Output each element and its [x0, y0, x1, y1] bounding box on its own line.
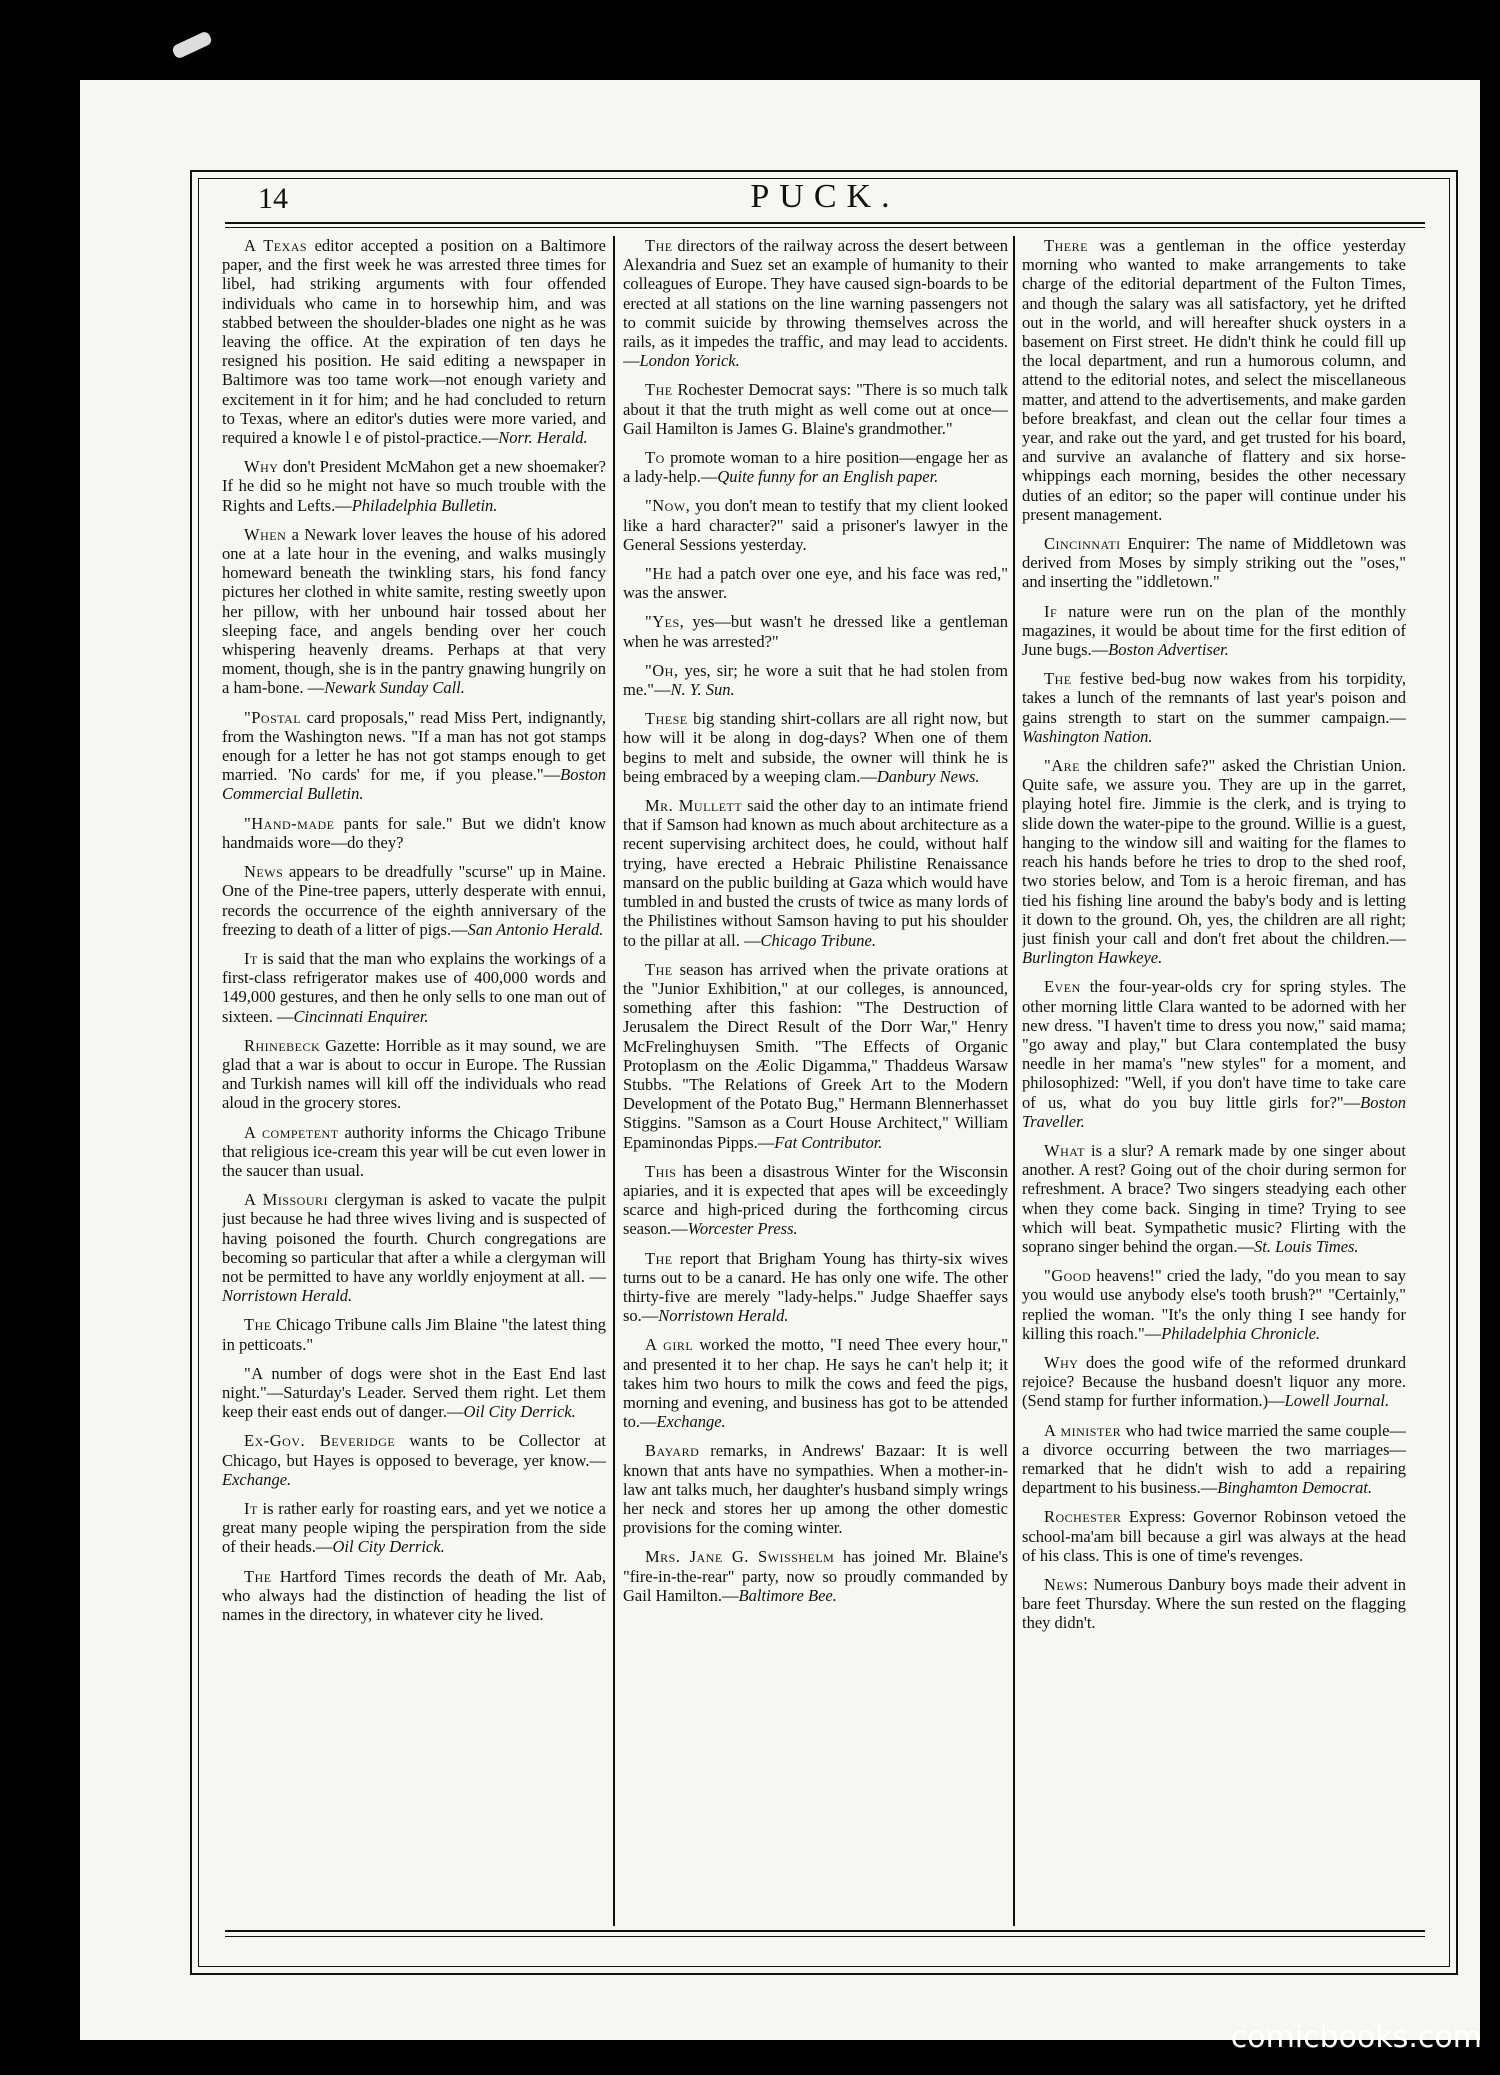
- paragraph-source: Newark Sunday Call.: [324, 678, 465, 698]
- paragraph-source: Norr. Herald.: [498, 428, 588, 448]
- paragraph-body: had a patch over one eye, and his face was red," was the answer.: [623, 564, 1008, 603]
- article-paragraph: [222, 1567, 606, 1625]
- paragraph-source: N. Y. Sun.: [670, 680, 735, 700]
- article-paragraph: [623, 709, 1008, 786]
- paragraph-body: directors of the railway across the desert between Alexandria and Suez set an example of humanity to their colleagues of Europe. They have caused sign-boards to be erected at all stations on the line warning passengers not to commit suicide by throwing themselves across the rails, as it impedes the traffic, and may lead to accidents.—: [623, 236, 1008, 371]
- paragraph-body: you don't mean to testify that my client looked like a hard character?" said a prisoner's lawyer in the General Sessions yesterday.: [623, 496, 1008, 554]
- article-paragraph: [222, 1431, 606, 1489]
- article-paragraph: [1022, 1266, 1406, 1343]
- paragraph-body: the four-year-olds cry for spring styles. The other morning little Clara wanted to be adorned with her new dress. "I haven't time to dress you now," said mama; "go away and play," but Clara contemplated the busy needle in her mama's "new styles" for a moment, and philosophized: "Well, if you don't have time to take care of us, what do you buy little girls for?"—: [1022, 977, 1406, 1112]
- page-number: 14: [258, 182, 288, 215]
- paragraph-source: Chicago Tribune.: [760, 930, 876, 950]
- article-paragraph: [1022, 602, 1406, 660]
- paragraph-lead: "Are: [1044, 756, 1080, 776]
- article-paragraph: [1022, 1141, 1406, 1256]
- paragraph-lead: If: [1044, 601, 1058, 621]
- article-paragraph: [1022, 1353, 1406, 1411]
- paragraph-source: Exchange.: [656, 1412, 726, 1432]
- paragraph-body: card proposals," read Miss Pert, indignantly, from the Washington news. "If a man has not got stamps enough for a letter he has not got stamps enough to get married. 'No cards' for me, if you please."—: [222, 707, 606, 785]
- paragraph-lead: Why: [244, 457, 279, 477]
- article-paragraph: [1022, 236, 1406, 524]
- column-1: [222, 236, 606, 1926]
- paragraph-body: does the good wife of the reformed drunkard rejoice? Because the husband doesn't liquor any more. (Send stamp for further information.)—: [1022, 1352, 1406, 1411]
- article-paragraph: [222, 862, 606, 939]
- paragraph-body: big standing shirt-collars are all right now, but how will it be along in dog-days? When one of them begins to melt and subside, the owner will think he is being embraced by a weeping clam.—: [623, 709, 1008, 786]
- paragraph-body: promote woman to a hire position—engage her as a lady-help.—: [623, 448, 1008, 487]
- paragraph-source: Binghamton Democrat.: [1217, 1478, 1373, 1498]
- paragraph-source: Quite funny for an English paper.: [717, 467, 939, 487]
- article-paragraph: [1022, 669, 1406, 746]
- paragraph-source: Norristown Herald.: [658, 1306, 789, 1326]
- paragraph-body: is rather early for roasting ears, and yet we notice a great many people wiping the perspiration from the side of their heads.—: [222, 1498, 606, 1557]
- paragraph-lead: The: [244, 1566, 272, 1586]
- paragraph-source: Cincinnati Enquirer.: [293, 1006, 429, 1026]
- paragraph-source: Philadelphia Chronicle.: [1161, 1323, 1321, 1343]
- paragraph-body: Rochester Democrat says: "There is so much talk about it that the truth might as well come out at once—Gail Hamilton is James G. Blaine's grandmother.": [623, 380, 1008, 438]
- paragraph-lead: "A: [244, 1363, 264, 1383]
- paragraph-source: Boston Traveller.: [1022, 1092, 1406, 1131]
- article-paragraph: [222, 1190, 606, 1305]
- article-paragraph: [623, 448, 1008, 486]
- article-paragraph: [623, 796, 1008, 950]
- paragraph-source: London Yorick.: [639, 351, 740, 371]
- paragraph-lead: These: [645, 709, 688, 729]
- paragraph-body: don't President McMahon get a new shoemaker? If he did so he might not have so much trouble with the Rights and Lefts.—: [222, 457, 606, 515]
- paragraph-body: said the other day to an intimate friend that if Samson had known as much about architecture as a recent supervising architect does, he could, without half trying, have erected a Hebraic Philistine Renaissance mansard on the public building at Gaza which would have tumbled in and busted the crusts of twice as many lords of the Philistines without Samson having to put his shoulder to the pillar at all. —: [623, 796, 1008, 950]
- article-paragraph: [623, 1441, 1008, 1537]
- article-paragraph: [222, 1123, 606, 1181]
- paper-speck: [171, 30, 213, 60]
- article-paragraph: [222, 814, 606, 852]
- watermark-text: comicbooks.com: [1230, 2020, 1482, 2055]
- article-paragraph: [623, 1249, 1008, 1326]
- paragraph-lead: A girl: [645, 1335, 694, 1355]
- paragraph-body: was a gentleman in the office yesterday morning who wanted to make arrangements to take charge of the editorial department of the Fulton Times, and though the salary was all satisfactory, yet he drifted out in the world, and will hereafter shuck oysters in a basement on First street. He didn't think he could fill up the local department, and run a humorous column, and attend to the editorial notes, and select the miscellaneous matter, and attend to the advertisements, and make garden before breakfast, and clean out the cellar four times a year, and rake out the yard, and get trusted for his board, and survive an avalanche of flattery and six horse-whippings each morning, besides the other necessary duties of an editor; so the paper will continue under his present management.: [1022, 236, 1406, 524]
- paragraph-body: has joined Mr. Blaine's "fire-in-the-rear" party, now so proudly commanded by Gail Hamilton.—: [623, 1547, 1008, 1605]
- article-paragraph: [623, 236, 1008, 370]
- article-paragraph: [222, 1036, 606, 1113]
- paragraph-source: Washington Nation.: [1022, 726, 1153, 746]
- paragraph-source: Fat Contributor.: [774, 1132, 883, 1152]
- paragraph-lead: There: [1044, 236, 1088, 255]
- article-paragraph: [222, 236, 606, 447]
- article-paragraph: [222, 1315, 606, 1353]
- article-paragraph: [1022, 756, 1406, 967]
- paragraph-lead: The: [645, 959, 673, 979]
- masthead-title: PUCK.: [750, 178, 900, 215]
- article-paragraph: [623, 1162, 1008, 1239]
- paragraph-source: Baltimore Bee.: [738, 1585, 837, 1605]
- article-paragraph: [623, 564, 1008, 602]
- paragraph-lead: When: [244, 524, 287, 544]
- paragraph-lead: "Postal: [244, 707, 302, 727]
- paragraph-lead: It: [244, 1498, 258, 1518]
- footer-rule-thin: [225, 1936, 1425, 1937]
- paragraph-lead: News: [244, 862, 284, 882]
- paragraph-source: Worcester Press.: [687, 1219, 798, 1239]
- paragraph-body: is said that the man who explains the workings of a first-class refrigerator makes use of 400,000 words and 149,000 gestures, and then he only sells to one man out of sixteen. —: [222, 948, 606, 1026]
- paragraph-body: yes, sir; he wore a suit that he had stolen from me."—: [623, 660, 1008, 700]
- paragraph-lead: What: [1044, 1140, 1085, 1160]
- paragraph-body: heavens!" cried the lady, "do you mean to say you would use anybody else's tooth brush?" "Certainly," replied the woman. "It's the only thing I see handy for killing this roach."—: [1022, 1266, 1406, 1343]
- paragraph-source: St. Louis Times.: [1254, 1236, 1359, 1256]
- paragraph-source: San Antonio Herald.: [467, 919, 604, 939]
- paragraph-body: editor accepted a position on a Baltimore paper, and the first week he was arrested three times for libel, had striking arguments with four offended individuals who came in to horsewhip him, and was stabbed between the shoulder-blades one night as he was leaving the office. At the expiration of ten days he resigned his position. He said editing a newspaper in Baltimore was too tame work—not enough variety and excitement in it for him; and he had concluded to return to Texas, where an editor's duties were more varied, and required a knowle l e of pistol-practice.—: [222, 236, 606, 448]
- paragraph-lead: A minister: [1044, 1420, 1122, 1440]
- paragraph-lead: "Oh,: [645, 660, 679, 680]
- article-paragraph: [623, 380, 1008, 438]
- article-paragraph: [1022, 534, 1406, 592]
- paragraph-source: Boston Commercial Bulletin.: [222, 765, 606, 804]
- paragraph-lead: Rochester: [1044, 1507, 1122, 1527]
- paragraph-lead: The: [1044, 669, 1072, 689]
- paragraph-lead: The: [244, 1315, 272, 1335]
- article-paragraph: [222, 1364, 606, 1422]
- paragraph-source: Oil City Derrick.: [332, 1537, 445, 1557]
- paragraph-lead: Cincinnati: [1044, 534, 1121, 554]
- paragraph-lead: A Missouri: [244, 1190, 328, 1210]
- article-paragraph: [1022, 1421, 1406, 1498]
- paragraph-body: festive bed-bug now wakes from his torpidity, takes a lunch of the remnants of last year's poison and gains strength to start on the summer campaign.—: [1022, 669, 1406, 727]
- article-paragraph: [222, 1499, 606, 1557]
- article-paragraph: [222, 708, 606, 804]
- article-paragraph: [623, 496, 1008, 554]
- paragraph-lead: Mrs. Jane G. Swisshelm: [645, 1547, 835, 1567]
- paragraph-lead: A Texas: [244, 236, 308, 255]
- paragraph-lead: News:: [1044, 1575, 1089, 1594]
- paragraph-body: yes—but wasn't he dressed like a gentleman when he was arrested?": [623, 612, 1008, 651]
- paragraph-body: the children safe?" asked the Christian Union. Quite safe, we assure you. They are up in the garret, playing hotel fire. Jimmie is the clerk, and is trying to slide down the water-pipe to the ground. Willie is a guest, hanging to the window sill and waiting for the flames to reach his hands before he tries to drop to the shed roof, two stories below, and Tom is a heroic fireman, and has tied his fishing line around the baby's body and is letting it down to the ground. Oh, yes, the children are all right; just finish your call and don't fret about the children.—: [1022, 756, 1406, 948]
- paragraph-source: Exchange.: [222, 1469, 292, 1489]
- paragraph-source: Oil City Derrick.: [463, 1402, 576, 1422]
- paragraph-lead: "Hand-made: [244, 813, 335, 833]
- paragraph-body: number of dogs were shot in the East End last night."—Saturday's Leader. Served them right. Let them keep their east ends out of danger.—: [222, 1363, 606, 1422]
- paragraph-lead: It: [244, 948, 258, 968]
- paragraph-body: Express: Governor Robinson vetoed the school-ma'am bill because a girl was always at the head of his class. This is one of time's revenges.: [1022, 1507, 1406, 1565]
- paragraph-lead: Bayard: [645, 1441, 700, 1461]
- paragraph-body: Enquirer: The name of Middletown was derived from Moses by simply striking out the "oses," and inserting the "iddletown.": [1022, 534, 1406, 592]
- paragraph-lead: The: [645, 380, 673, 400]
- column-3: [1022, 236, 1406, 1926]
- header-rule-thin: [225, 227, 1425, 228]
- paragraph-lead: This: [645, 1161, 677, 1181]
- paragraph-lead: "Now,: [645, 496, 691, 516]
- paragraph-body: is a slur? A remark made by one singer about another. A rest? Going out of the choir during sermon for refreshment. A brace? Two singers steadying each other when they come back. Singing in time? Trying to see which will beat. Sympathetic music? Flirting with the soprano singer behind the organ.—: [1022, 1140, 1406, 1256]
- paragraph-lead: The: [645, 1248, 673, 1268]
- paragraph-body: a Newark lover leaves the house of his adored one at a late hour in the evening, and walks musingly homeward beneath the twinkling stars, his fond fancy pictures her clothed in white samite, resting sweetly upon her pillow, with her unbound hair tossed about her sleeping face, and angels bending over her couch whispering heavenly dreams. Perhaps at that very moment, though, she is in the pantry gnawing hungrily on a ham-bone. —: [222, 524, 606, 698]
- paragraph-body: clergyman is asked to vacate the pulpit just because he had three wives living and is suspected of having poisoned the fourth. Church congregations are becoming so particular that after a while a clergyman will not be permitted to have any worldly enjoyment at all. —: [222, 1190, 606, 1286]
- paragraph-body: pants for sale." But we didn't know handmaids wore—do they?: [222, 813, 606, 852]
- header-rule-thick: [225, 222, 1425, 224]
- paragraph-source: Boston Advertiser.: [1108, 640, 1229, 660]
- footer-rule-thick: [225, 1930, 1425, 1932]
- paragraph-body: report that Brigham Young has thirty-six wives turns out to be a canard. He has only one wife. The other thirty-five are merely "lady-helps." Judge Shaeffer says so.—: [623, 1248, 1008, 1326]
- paragraph-lead: Rhinebeck: [244, 1035, 321, 1055]
- paragraph-body: season has arrived when the private orations at the "Junior Exhibition," at our colleges, is announced, something after this fashion: "The Destruction of Jerusalem the Direct Result of the Dorr War," Henry McFrelinghuysen Smith. "The Effects of Organic Protoplasm on the Æolic Digamma," Thaddeus Warsaw Stubbs. "The Relations of Greek Art to the Modern Development of the Potato Bug," Hermann Blennerhasset Stiggins. "Samson as a Court House Architect," William Epaminondas Pipps.—: [623, 959, 1008, 1152]
- paragraph-lead: Even: [1044, 977, 1081, 997]
- article-paragraph: [1022, 977, 1406, 1131]
- paragraph-body: Numerous Danbury boys made their advent in bare feet Thursday. Where the sun rested on the flagging they didn't.: [1022, 1575, 1406, 1633]
- paragraph-body: Hartford Times records the death of Mr. Aab, who always had the distinction of heading the list of names in the directory, in whatever city he lived.: [222, 1566, 606, 1624]
- article-paragraph: [623, 960, 1008, 1152]
- article-paragraph: [1022, 1507, 1406, 1565]
- paragraph-source: Norristown Herald.: [222, 1286, 353, 1306]
- column-separator-1: [613, 236, 615, 1926]
- article-paragraph: [222, 525, 606, 698]
- paragraph-lead: Ex-Gov. Beveridge: [244, 1431, 396, 1451]
- paragraph-body: authority informs the Chicago Tribune that religious ice-cream this year will be cut even lower in the saucer than usual.: [222, 1122, 606, 1180]
- paragraph-body: remarks, in Andrews' Bazaar: It is well known that ants have no sympathies. When a mother-in-law ant talks much, her daughter's husband simply wrings her neck and stores her up among the other domestic provisions for the coming winter.: [623, 1441, 1008, 1538]
- paragraph-lead: Mr. Mullett: [645, 796, 743, 816]
- paragraph-body: has been a disastrous Winter for the Wisconsin apiaries, and it is expected that apes will be exceedingly scarce and high-priced during the forthcoming circus season.—: [623, 1161, 1008, 1239]
- paragraph-body: Gazette: Horrible as it may sound, we are glad that a war is about to occur in Europe. The Russian and Turkish names will kill off the individuals who read aloud in the grocery stores.: [222, 1035, 606, 1113]
- article-paragraph: [222, 457, 606, 515]
- article-paragraph: [222, 949, 606, 1026]
- paragraph-source: Philadelphia Bulletin.: [351, 495, 498, 515]
- paragraph-lead: To: [645, 448, 665, 468]
- paragraph-lead: Why: [1044, 1352, 1079, 1372]
- article-paragraph: [623, 612, 1008, 650]
- article-paragraph: [1022, 1575, 1406, 1633]
- paragraph-body: nature were run on the plan of the monthly magazines, it would be about time for the first edition of June bugs.—: [1022, 601, 1406, 660]
- paragraph-body: worked the motto, "I need Thee every hour," and presented it to her chap. He says he can't help it; it takes him two hours to milk the cows and feed the pigs, morning and evening, and business has got to be attended to.—: [623, 1335, 1008, 1432]
- paragraph-body: who had twice married the same couple—a divorce occurring between the two marriages—remarked that he didn't wish to add a repairing department to his business.—: [1022, 1420, 1406, 1498]
- article-paragraph: [623, 1547, 1008, 1605]
- article-paragraph: [623, 1335, 1008, 1431]
- paragraph-source: Danbury News.: [876, 766, 980, 786]
- paragraph-lead: A competent: [244, 1122, 339, 1142]
- paragraph-lead: "He: [645, 564, 673, 584]
- column-separator-2: [1013, 236, 1015, 1926]
- paragraph-lead: "Good: [1044, 1266, 1092, 1286]
- paragraph-body: appears to be dreadfully "scurse" up in Maine. One of the Pine-tree papers, utterly desperate with ennui, records the occurrence of the eighth anniversary of the freezing to death of a litter of pigs.—: [222, 862, 606, 939]
- paragraph-source: Burlington Hawkeye.: [1022, 948, 1163, 968]
- column-2: [623, 236, 1008, 1926]
- paragraph-body: wants to be Collector at Chicago, but Hayes is opposed to beverage, yer know.—: [222, 1431, 606, 1470]
- article-paragraph: [623, 661, 1008, 699]
- paragraph-lead: "Yes,: [645, 612, 685, 632]
- paragraph-lead: The: [645, 236, 673, 255]
- paragraph-body: Chicago Tribune calls Jim Blaine "the latest thing in petticoats.": [222, 1315, 606, 1354]
- paragraph-source: Lowell Journal.: [1284, 1391, 1390, 1411]
